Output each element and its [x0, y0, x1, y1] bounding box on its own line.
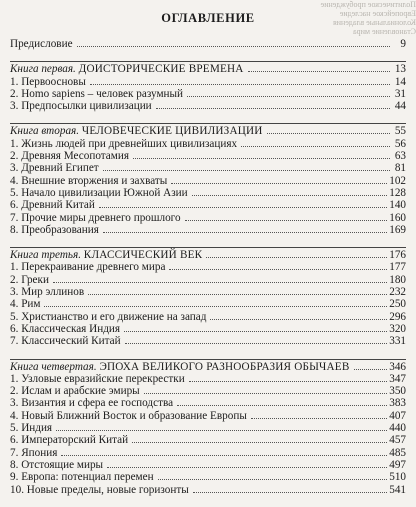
- dot-leader: [177, 405, 387, 406]
- toc-entry-page: 320: [389, 322, 406, 335]
- book-number: Книга четвертая.: [10, 360, 97, 373]
- dot-leader: [53, 282, 387, 283]
- toc-entry-label: 7. Прочие миры древнего прошлого: [10, 211, 181, 224]
- toc-entry-label: 5. Индия: [10, 422, 53, 435]
- dot-leader: [88, 294, 387, 295]
- preface-section: [10, 38, 406, 50]
- dot-leader: [189, 381, 388, 382]
- toc-entry-chapter[interactable]: [10, 335, 406, 347]
- dot-leader: [107, 467, 387, 468]
- dot-leader: [124, 331, 387, 332]
- toc-entry-label: 8. Отстоящие миры: [10, 458, 104, 471]
- dot-leader: [251, 418, 387, 419]
- dot-leader: [187, 96, 390, 97]
- page-title: ОГЛАВЛЕНИЕ: [161, 11, 255, 25]
- dot-leader: [210, 319, 387, 320]
- toc-entry-page: 383: [389, 397, 406, 410]
- bleed-line: Европейское наследие: [339, 9, 416, 18]
- toc-entry-page: 44: [394, 100, 406, 113]
- toc-entry-page: 102: [389, 174, 406, 187]
- toc-entry-page: 177: [389, 261, 406, 274]
- toc-entry-preface[interactable]: [10, 38, 406, 50]
- toc-entry-label: 4. Рим: [10, 298, 41, 311]
- toc-entry-page: 160: [389, 211, 406, 224]
- toc-entry-label: 7. Классический Китай: [10, 335, 121, 348]
- toc-entry-chapter[interactable]: [10, 212, 406, 224]
- dot-leader: [99, 207, 387, 208]
- toc-entry-label: 1. Первоосновы: [10, 75, 86, 88]
- toc-entry-book-heading[interactable]: [10, 361, 406, 373]
- book-heading-label: [10, 125, 265, 137]
- toc-entry-chapter[interactable]: [10, 162, 406, 174]
- dot-leader: [192, 195, 388, 196]
- toc-entry-chapter[interactable]: [10, 261, 406, 273]
- toc-entry-page: 81: [394, 162, 406, 175]
- toc-entry-chapter[interactable]: [10, 447, 406, 459]
- toc-entry-page: 510: [389, 471, 406, 484]
- section-rule: [10, 61, 406, 62]
- book-name: КЛАССИЧЕСКИЙ ВЕК: [83, 249, 203, 262]
- dot-leader: [193, 492, 387, 493]
- toc-entry-chapter[interactable]: [10, 138, 406, 150]
- toc-entry-chapter[interactable]: [10, 298, 406, 310]
- toc-entry-page: 31: [394, 87, 406, 100]
- toc-entry-page: 497: [389, 458, 406, 471]
- toc-entry-label: 1. Жизнь людей при древнейших цивилизациях: [10, 137, 238, 150]
- toc-entry-chapter[interactable]: [10, 311, 406, 323]
- bleed-line: Колониальные владения: [333, 18, 416, 27]
- toc-entry-page: 169: [389, 223, 406, 236]
- toc-entry-page: 176: [389, 249, 406, 262]
- toc-entry-chapter[interactable]: [10, 175, 406, 187]
- bleed-line: Становление мира: [353, 27, 416, 36]
- toc-entry-label: 5. Начало цивилизации Южной Азии: [10, 186, 188, 199]
- toc-entry-chapter[interactable]: [10, 484, 406, 496]
- toc-entry-chapter[interactable]: [10, 323, 406, 335]
- toc-entry-page: 128: [389, 186, 406, 199]
- toc-entry-page: 55: [394, 125, 406, 138]
- dot-leader: [144, 393, 388, 394]
- book-section: [10, 63, 406, 112]
- toc-entry-page: 140: [389, 199, 406, 212]
- toc-entry-label: 4. Новый Ближний Восток и образование Европы: [10, 409, 247, 422]
- toc-entry-label: 3. Древний Египет: [10, 162, 99, 175]
- toc-entry-page: 13: [394, 63, 406, 76]
- book-heading-label: [10, 63, 246, 75]
- toc-page: [10, 10, 406, 507]
- toc-entry-page: 232: [389, 286, 406, 299]
- toc-entry-book-heading[interactable]: [10, 125, 406, 137]
- toc-entry-page: 63: [394, 150, 406, 163]
- toc-entry-label: 2. Древняя Месопотамия: [10, 150, 129, 163]
- dot-leader: [206, 257, 387, 258]
- toc-entry-page: 346: [389, 360, 406, 373]
- book-name: ДОИСТОРИЧЕСКИЕ ВРЕМЕНА: [78, 63, 244, 76]
- toc-entry-page: 485: [389, 446, 406, 459]
- toc-entry-chapter[interactable]: [10, 274, 406, 286]
- dot-leader: [241, 146, 390, 147]
- toc-entry-page: 331: [389, 335, 406, 348]
- dot-leader: [133, 158, 390, 159]
- toc-entry-label: 6. Древний Китай: [10, 199, 95, 212]
- toc-entry-page: 180: [389, 273, 406, 286]
- toc-entry-label: 2. Ислам и арабские эмиры: [10, 385, 140, 398]
- toc-entry-label: 2. Homo sapiens – человек разумный: [10, 87, 184, 100]
- toc-entry-chapter[interactable]: [10, 76, 406, 88]
- dot-leader: [103, 170, 390, 171]
- toc-entry-label: 3. Византия и сфера ее господства: [10, 397, 174, 410]
- toc-entry-page: 250: [389, 298, 406, 311]
- toc-entry-page: 541: [389, 483, 406, 496]
- dot-leader: [56, 430, 387, 431]
- dot-leader: [156, 108, 390, 109]
- dot-leader: [125, 343, 388, 344]
- toc-entry-label: 9. Европа: потенциал перемен: [10, 471, 154, 484]
- toc-entry-page: 440: [389, 422, 406, 435]
- dot-leader: [267, 133, 390, 134]
- toc-entry-label: 3. Мир эллинов: [10, 286, 85, 299]
- toc-entry-label: Предисловие: [10, 38, 73, 50]
- toc-entry-chapter[interactable]: [10, 100, 406, 112]
- books-list: [10, 61, 406, 496]
- toc-entry-chapter[interactable]: [10, 187, 406, 199]
- toc-entry-label: 3. Предпосылки цивилизации: [10, 100, 152, 113]
- toc-entry-chapter[interactable]: [10, 397, 406, 409]
- toc-entry-chapter[interactable]: [10, 459, 406, 471]
- toc-entry-book-heading[interactable]: [10, 249, 406, 261]
- book-heading-label: [10, 249, 204, 261]
- toc-entry-label: 6. Классическая Индия: [10, 322, 121, 335]
- book-name: ЭПОХА ВЕЛИКОГО РАЗНООБРАЗИЯ ОБЫЧАЕВ: [99, 360, 350, 373]
- toc-entry-page: 14: [394, 75, 406, 88]
- toc-entry-label: 1. Перекраивание древнего мира: [10, 261, 166, 274]
- toc-entry-page: 56: [394, 137, 406, 150]
- dot-leader: [158, 479, 388, 480]
- section-rule: [10, 247, 406, 248]
- dot-leader: [169, 269, 387, 270]
- dot-leader: [132, 442, 387, 443]
- toc-entry-page: 350: [389, 385, 406, 398]
- toc-entry-label: 8. Преобразования: [10, 223, 99, 236]
- toc-entry-chapter[interactable]: [10, 199, 406, 211]
- toc-entry-label: 4. Внешние вторжения и захваты: [10, 174, 168, 187]
- bleed-line: Политическое пробуждение: [320, 0, 416, 9]
- toc-entry-chapter[interactable]: [10, 373, 406, 385]
- book-section: [10, 125, 406, 236]
- dot-leader: [103, 232, 387, 233]
- dot-leader: [185, 220, 388, 221]
- toc-entry-label: 7. Япония: [10, 446, 58, 459]
- toc-entry-label: 5. Христианство и его движение на запад: [10, 310, 207, 323]
- dot-leader: [44, 306, 387, 307]
- toc-entry-label: 10. Новые пределы, новые горизонты: [10, 483, 189, 496]
- toc-entry-chapter[interactable]: [10, 410, 406, 422]
- toc-entry-chapter[interactable]: [10, 286, 406, 298]
- toc-entry-label: 2. Греки: [10, 273, 49, 286]
- toc-entry-page: 457: [389, 434, 406, 447]
- dot-leader: [61, 455, 387, 456]
- toc-entry-chapter[interactable]: [10, 422, 406, 434]
- toc-entry-page: 347: [389, 372, 406, 385]
- toc-entry-chapter[interactable]: [10, 224, 406, 236]
- toc-entry-label: 1. Узловые евразийские перекрестки: [10, 372, 185, 385]
- toc-entry-chapter[interactable]: [10, 471, 406, 483]
- toc-entry-book-heading[interactable]: [10, 63, 406, 75]
- dot-leader: [171, 183, 387, 184]
- dot-leader: [77, 46, 390, 47]
- dot-leader: [354, 369, 388, 370]
- dot-leader: [90, 84, 390, 85]
- book-name: ЧЕЛОВЕЧЕСКИЕ ЦИВИЛИЗАЦИИ: [81, 125, 263, 138]
- book-heading-label: [10, 361, 352, 373]
- section-rule: [10, 359, 406, 360]
- toc-entry-page: 407: [389, 409, 406, 422]
- toc-entry-chapter[interactable]: [10, 385, 406, 397]
- book-section: [10, 249, 406, 347]
- toc-entry-chapter[interactable]: [10, 88, 406, 100]
- book-number: Книга вторая.: [10, 125, 80, 138]
- book-number: Книга первая.: [10, 63, 76, 76]
- toc-entry-chapter[interactable]: [10, 434, 406, 446]
- toc-entry-page: 9: [400, 38, 406, 50]
- book-number: Книга третья.: [10, 249, 81, 262]
- section-rule: [10, 123, 406, 124]
- toc-entry-page: 296: [389, 310, 406, 323]
- book-section: [10, 361, 406, 496]
- toc-entry-chapter[interactable]: [10, 150, 406, 162]
- toc-entry-label: 6. Императорский Китай: [10, 434, 129, 447]
- dot-leader: [248, 71, 390, 72]
